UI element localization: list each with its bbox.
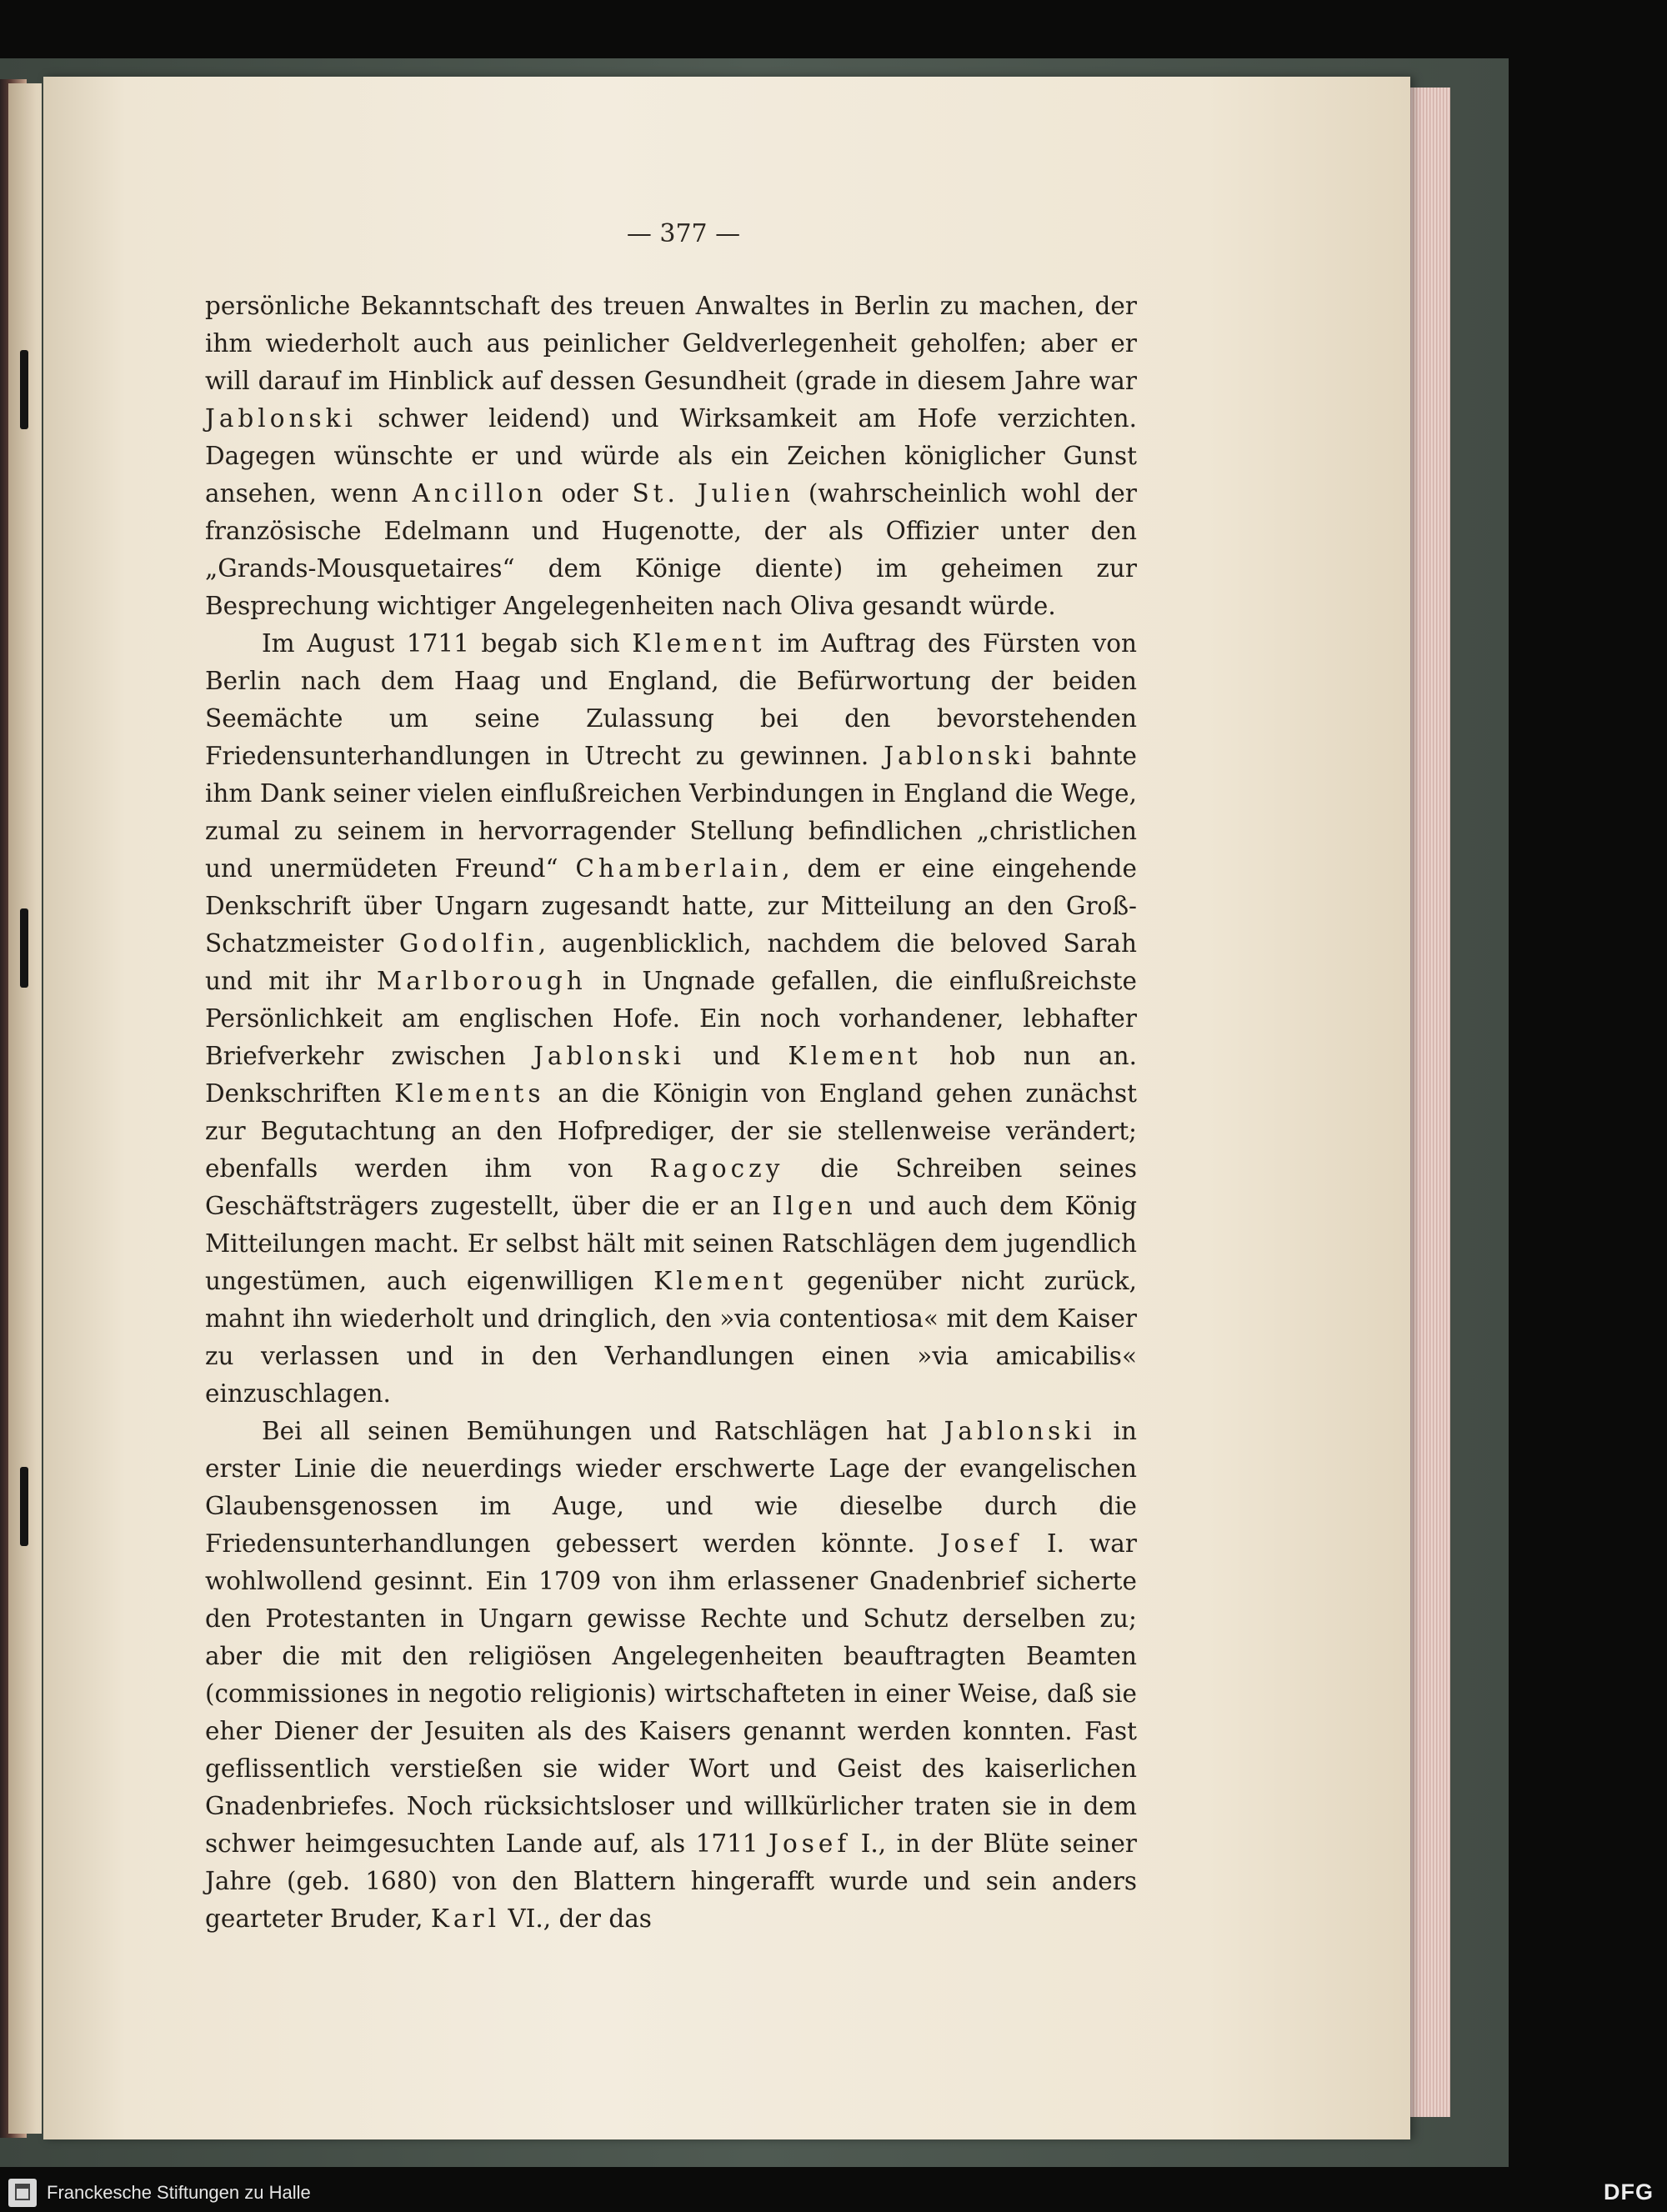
text-run: I. war wohlwollend gesinnt. Ein 1709 von ihm erlassener Gnadenbrief sicherte den Protestanten in Ungarn gewisse Rechte und Schutz derselben zu; aber die mit den religiösen Angelegenheiten beauftragten Beamten (commissiones in negotio religionis) wirtschafteten in einer Weise, daß sie eher Diener der Jesuiten als des Kaisers genannt werden konnten. Fast geflissentlich verstießen sie wider Wort und Geist des kaiserlichen Gnadenbriefes. Noch rücksichtsloser und willkürlicher traten sie in dem schwer heimgesuchten Lande auf, als 1711 xyxy=(205,1529,1137,1858)
text-run: (wahrscheinlich wohl der französische Edelmann und Hugenotte, der als Offizier unter den „Grands-Mousquetaires“ dem Könige diente) im geheimen zur Besprechung wichtiger Angelegenheiten nach Oliva gesandt würde. xyxy=(205,479,1137,620)
text-run: oder xyxy=(547,479,633,508)
text-run: in Ungnade gefallen, die einflußreichste Persönlichkeit am englischen Hofe. Ein noch vorhandener, lebhafter Briefverkehr zwischen xyxy=(205,967,1137,1070)
text-run: hob nun an. Denkschriften xyxy=(205,1042,1137,1108)
dfg-logo: DFG xyxy=(1604,2179,1654,2204)
text-run: schwer leidend) und Wirksamkeit am Hofe verzichten. Dagegen wünschte er und würde als ein Zeichen königlicher Gunst ansehen, wenn xyxy=(205,404,1137,508)
binding-clip xyxy=(20,350,28,429)
spaced-name: Klement xyxy=(653,1267,788,1295)
text-run: in erster Linie die neuerdings wieder erschwerte Lage der evangelischen Glaubensgenossen im Auge, und wie dieselbe durch die Friedensunterhandlungen gebessert werden könnte. xyxy=(205,1417,1137,1558)
institution-logo-icon xyxy=(8,2179,37,2207)
text-run: , dem er eine eingehende Denkschrift über Ungarn zugesandt hatte, zur Mitteilung an den Groß-Schatzmeister xyxy=(205,854,1137,958)
spaced-name: Ancillon xyxy=(412,479,548,508)
paragraph xyxy=(205,288,1137,625)
spaced-name: Josef xyxy=(939,1529,1022,1558)
text-run: gegenüber nicht zurück, mahnt ihn wiederholt und dringlich, den »via contentiosa« mit dem Kaiser zu verlassen und in den Verhandlungen einen »via amicabilis« einzuschlagen. xyxy=(205,1267,1137,1408)
spaced-name: St. Julien xyxy=(632,479,794,508)
text-run: Im August 1711 begab sich xyxy=(262,629,633,658)
spaced-name: Klement xyxy=(788,1042,922,1070)
spaced-name: Jablonski xyxy=(944,1417,1096,1445)
text-run: bahnte ihm Dank seiner vielen einflußreichen Verbindungen in England die Wege, zumal zu seinem in hervorragender Stellung befindlichen „christlichen und unermüdeten Freund“ xyxy=(205,742,1137,883)
spaced-name: Klement xyxy=(632,629,766,658)
text-run: , augenblicklich, nachdem die beloved Sarah und mit ihr xyxy=(205,929,1138,995)
paragraph xyxy=(205,1413,1137,1938)
text-run: Bei all seinen Bemühungen und Ratschlägen hat xyxy=(262,1417,944,1445)
text-run: VI., der das xyxy=(500,1904,652,1933)
spaced-name: Josef xyxy=(768,1829,851,1858)
spaced-name: Ilgen xyxy=(772,1192,857,1220)
page-number: — 377 — xyxy=(626,219,741,248)
text-run: die Schreiben seines Geschäftsträgers zugestellt, über die er an xyxy=(205,1154,1137,1220)
paragraph xyxy=(205,625,1137,1413)
footer-bar xyxy=(0,2174,1667,2212)
text-run: im Auftrag des Fürsten von Berlin nach dem Haag und England, die Befürwortung der beiden Seemächte um seine Zulassung bei den bevorstehenden Friedensunterhandlungen in Utrecht zu gewinnen. xyxy=(205,629,1137,770)
binding-clip xyxy=(20,1467,28,1546)
spaced-name: Ragoczy xyxy=(649,1154,784,1183)
spaced-name: Jablonski xyxy=(205,404,357,433)
text-run: und xyxy=(685,1042,788,1070)
text-run: an die Königin von England gehen zunächst zur Begutachtung an den Hofprediger, der sie stellenweise verändert; ebenfalls werden ihm von xyxy=(205,1079,1137,1183)
text-run: persönliche Bekanntschaft des treuen Anwaltes in Berlin zu machen, der ihm wiederholt auch aus peinlicher Geldverlegenheit geholfen; aber er will darauf im Hinblick auf dessen Gesundheit (grade in diesem Jahre war xyxy=(205,292,1137,395)
spaced-name: Karl xyxy=(430,1904,501,1933)
text-run: und auch dem König Mitteilungen macht. Er selbst hält mit seinen Ratschlägen dem jugendlich ungestümen, auch eigenwilligen xyxy=(205,1192,1137,1295)
binding-clip xyxy=(20,908,28,988)
spaced-name: Chamberlain xyxy=(575,854,783,883)
spaced-name: Klements xyxy=(394,1079,545,1108)
spaced-name: Jablonski xyxy=(884,742,1036,770)
spaced-name: Godolfin xyxy=(398,929,538,958)
text-run: I., in der Blüte seiner Jahre (geb. 1680) von den Blattern hingerafft wurde und sein anders gearteter Bruder, xyxy=(205,1829,1137,1933)
spaced-name: Marlborough xyxy=(377,967,587,995)
page-body-text xyxy=(205,288,1137,1938)
spaced-name: Jablonski xyxy=(533,1042,686,1070)
institution-name: Franckesche Stiftungen zu Halle xyxy=(47,2182,311,2203)
